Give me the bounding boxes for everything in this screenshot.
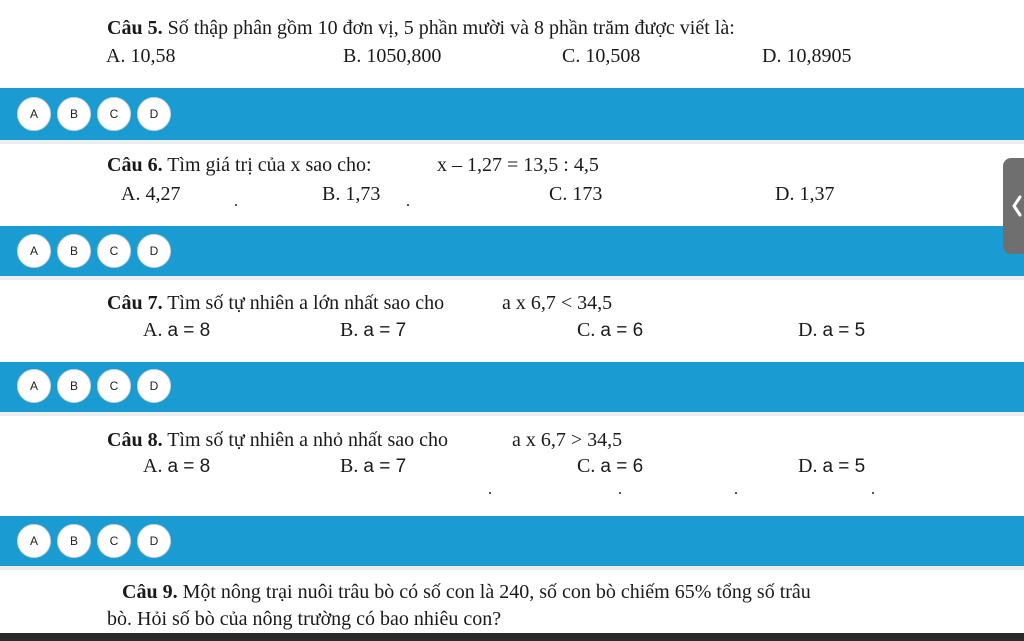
question-expression: a x 6,7 < 34,5 [502, 292, 613, 314]
question-label: Câu 9. [122, 581, 178, 603]
answer-button-b[interactable]: B [57, 97, 91, 131]
question-text [122, 580, 811, 604]
scan-dot [619, 492, 621, 494]
answer-button-c[interactable]: C [97, 524, 131, 558]
option-d: D. a = 5 [798, 455, 866, 477]
option-d: D. 1,37 [775, 183, 835, 205]
question-body: Tìm giá trị của x sao cho: [167, 154, 372, 176]
question-6 [0, 144, 1024, 226]
option-d: D. 10,8905 [762, 45, 852, 67]
scan-dot [235, 204, 237, 206]
question-text [107, 16, 735, 40]
question-expression: x – 1,27 = 13,5 : 4,5 [437, 154, 599, 176]
answer-button-c[interactable]: C [97, 97, 131, 131]
question-text [107, 153, 372, 177]
answer-button-d[interactable]: D [137, 524, 171, 558]
question-9 [0, 570, 1024, 633]
option-a: A. a = 8 [143, 319, 211, 341]
answer-button-a[interactable]: A [17, 369, 51, 403]
answer-button-c[interactable]: C [97, 234, 131, 268]
question-text [107, 428, 448, 452]
scan-dot [407, 204, 409, 206]
question-text [107, 291, 444, 315]
bottom-edge [0, 633, 1024, 641]
answer-bar [0, 516, 1024, 566]
scan-dot [735, 492, 737, 494]
question-label: Câu 5. [107, 17, 163, 39]
question-text-line-2: bò. Hỏi số bò của nông trường có bao nhiêu con? [107, 608, 502, 630]
option-a: A. a = 8 [143, 455, 211, 477]
option-b: B. 1,73 [322, 183, 381, 205]
answer-button-c[interactable]: C [97, 369, 131, 403]
option-a: A. 10,58 [106, 45, 176, 67]
question-5 [0, 0, 1024, 86]
question-8 [0, 416, 1024, 516]
question-body: Tìm số tự nhiên a nhỏ nhất sao cho [167, 429, 449, 451]
question-expression: a x 6,7 > 34,5 [512, 429, 623, 451]
answer-bar [0, 88, 1024, 140]
option-a: A. 4,27 [121, 183, 181, 205]
answer-button-a[interactable]: A [17, 524, 51, 558]
option-c: C. 10,508 [562, 45, 641, 67]
question-label: Câu 6. [107, 154, 163, 176]
answer-button-d[interactable]: D [137, 234, 171, 268]
scan-dot [872, 492, 874, 494]
option-d: D. a = 5 [798, 319, 866, 341]
option-b: B. a = 7 [340, 319, 407, 341]
question-7 [0, 280, 1024, 362]
answer-button-a[interactable]: A [17, 234, 51, 268]
option-c: C. a = 6 [577, 455, 644, 477]
answer-bar [0, 226, 1024, 276]
answer-bar [0, 362, 1024, 412]
question-label: Câu 7. [107, 292, 163, 314]
option-c: C. 173 [549, 183, 603, 205]
chevron-left-icon [1011, 195, 1023, 217]
question-label: Câu 8. [107, 429, 163, 451]
side-panel-tab[interactable] [1003, 158, 1024, 254]
scan-dot [489, 492, 491, 494]
option-c: C. a = 6 [577, 319, 644, 341]
answer-button-b[interactable]: B [57, 524, 91, 558]
option-b: B. a = 7 [340, 455, 407, 477]
question-body: Tìm số tự nhiên a lớn nhất sao cho [167, 292, 445, 314]
answer-button-d[interactable]: D [137, 369, 171, 403]
answer-button-b[interactable]: B [57, 369, 91, 403]
answer-button-a[interactable]: A [17, 97, 51, 131]
question-body: Một nông trại nuôi trâu bò có số con là 240, số con bò chiếm 65% tổng số trâu [182, 581, 811, 603]
option-b: B. 1050,800 [343, 45, 442, 67]
answer-button-d[interactable]: D [137, 97, 171, 131]
question-body: Số thập phân gồm 10 đơn vị, 5 phần mười và 8 phần trăm được viết là: [167, 17, 735, 39]
answer-button-b[interactable]: B [57, 234, 91, 268]
